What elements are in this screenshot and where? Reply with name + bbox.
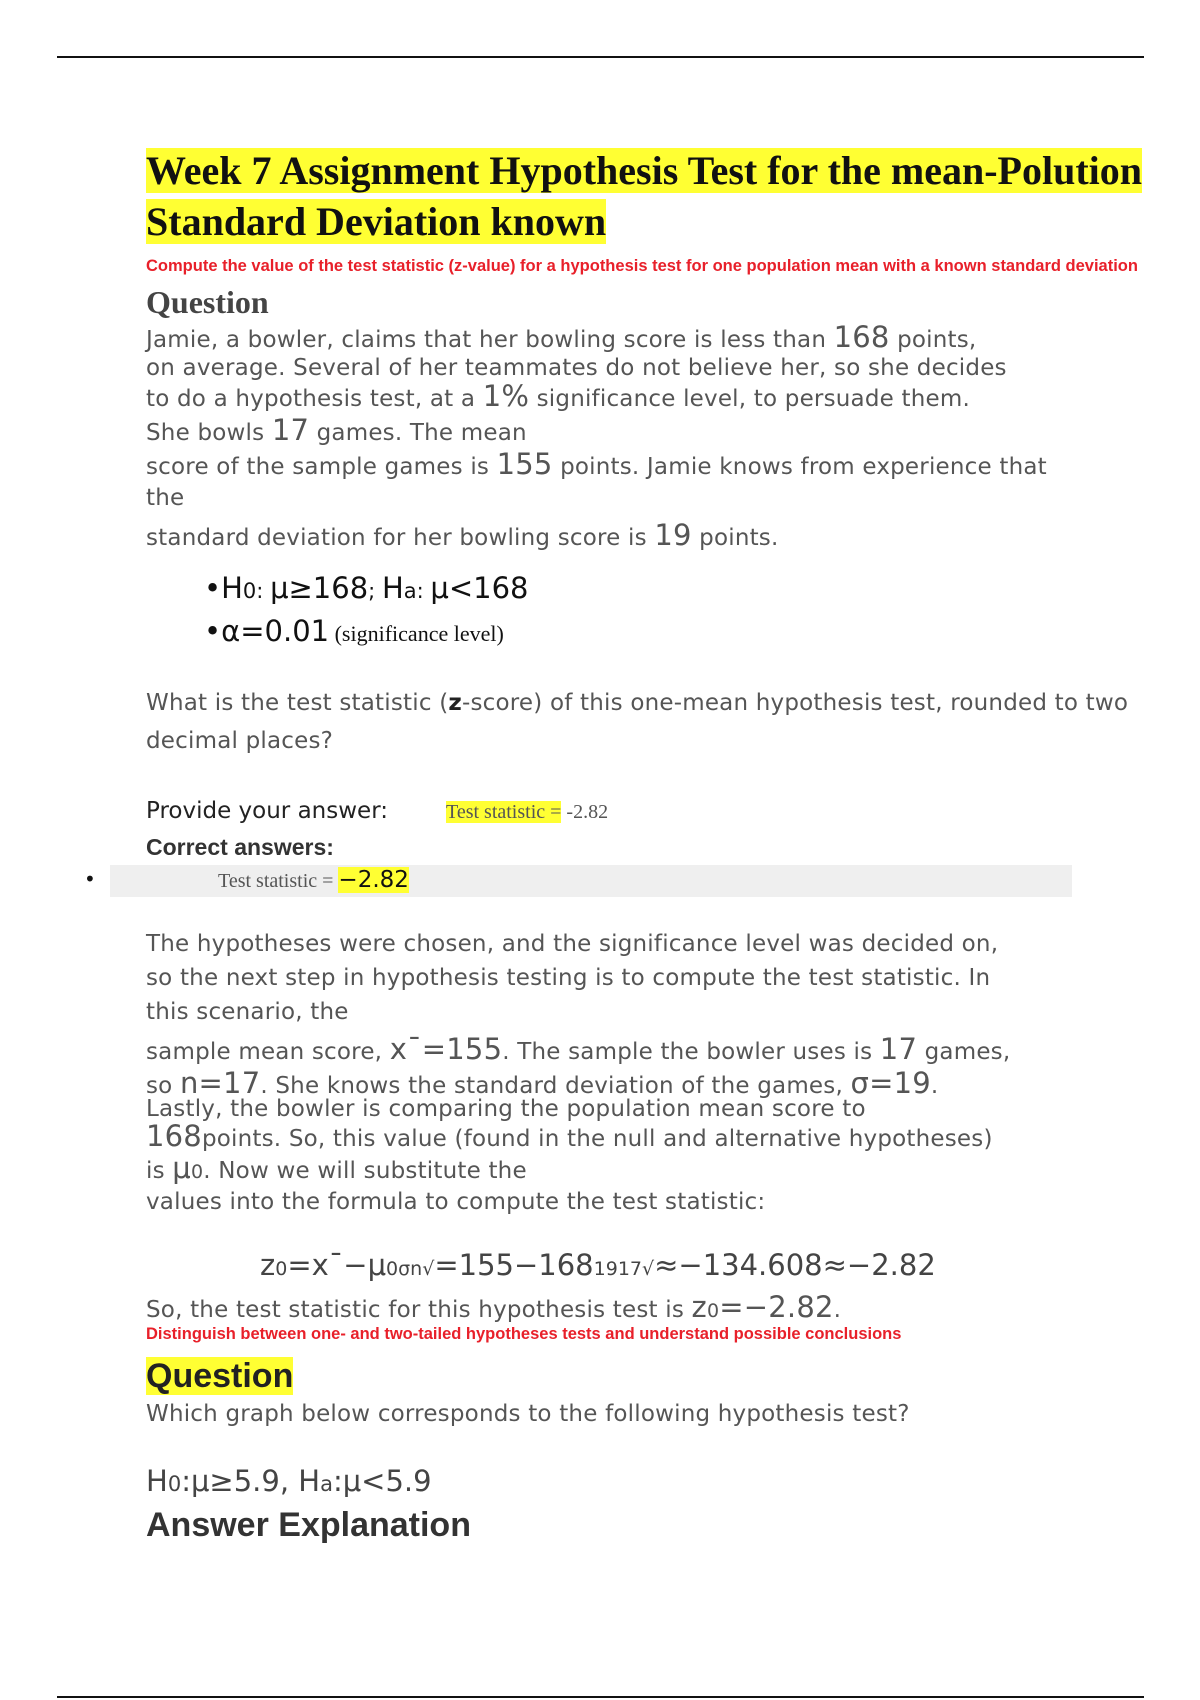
document-body bbox=[84, 145, 1146, 1546]
title-text: Week 7 Assignment Hypothesis Test for the mean-Polution Standard Deviation known bbox=[146, 148, 1142, 244]
correct-answer-value: −2.82 bbox=[338, 867, 409, 893]
learning-objective-2: Distinguish between one- and two-tailed hypotheses tests and understand possible conclusions bbox=[146, 1325, 902, 1343]
problem-line: standard deviation for her bowling score is 19 points. bbox=[146, 518, 779, 552]
problem-line: on average. Several of her teammates do not believe her, so she decides bbox=[146, 355, 1007, 381]
problem-line: score of the sample games is 155 points. Jamie knows from experience that bbox=[146, 447, 1047, 481]
conclusion-line: So, the test statistic for this hypothesis test is z0=−2.82. bbox=[146, 1290, 842, 1324]
question-heading-1: Question bbox=[146, 284, 269, 320]
problem-line: She bowls 17 games. The mean bbox=[146, 413, 527, 447]
explanation-line: values into the formula to compute the test statistic: bbox=[146, 1189, 766, 1215]
learning-objective-1: Compute the value of the test statistic (z-value) for a hypothesis test for one population mean with a known standard deviation bbox=[146, 257, 1138, 275]
question-heading-2: Question bbox=[146, 1357, 294, 1395]
page-title bbox=[146, 145, 1146, 247]
explanation-line: this scenario, the bbox=[146, 999, 349, 1025]
test-statistic-formula: z0=x¯−μ0σn√=155−1681917√≈−134.608≈−2.82 bbox=[260, 1248, 936, 1282]
hypotheses-list bbox=[204, 568, 1146, 654]
correct-answer: Test statistic = −2.82 bbox=[218, 867, 409, 893]
problem-line: to do a hypothesis test, at a 1% significance level, to persuade them. bbox=[146, 379, 970, 413]
problem-line: the bbox=[146, 485, 185, 511]
question-prompt: What is the test statistic (z-score) of this one-mean hypothesis test, rounded to two decimal places? bbox=[146, 690, 1129, 754]
explanation-line: sample mean score, x¯=155. The sample the bowler uses is 17 games, bbox=[146, 1032, 1011, 1066]
hypothesis-item: •H0: μ≥168; Ha: μ<168 bbox=[204, 571, 529, 605]
explanation-line: so n=17. She knows the standard deviation of the games, σ=19. bbox=[146, 1066, 939, 1100]
provided-answer-value: -2.82 bbox=[561, 801, 609, 823]
question-2-text: Which graph below corresponds to the following hypothesis test? bbox=[146, 1401, 910, 1427]
alpha-item: •α=0.01 (significance level) bbox=[204, 614, 504, 648]
provided-answer-row bbox=[146, 796, 1146, 827]
hypotheses-2: H0:μ≥5.9, Ha:μ<5.9 bbox=[146, 1464, 432, 1498]
explanation-line: is μ0. Now we will substitute the bbox=[146, 1151, 527, 1185]
answer-explanation-heading: Answer Explanation bbox=[146, 1506, 471, 1544]
top-rule bbox=[57, 56, 1144, 58]
provide-label: Provide your answer: bbox=[146, 798, 388, 824]
explanation-line: so the next step in hypothesis testing is to compute the test statistic. In bbox=[146, 965, 991, 991]
explanation-line: Lastly, the bowler is comparing the population mean score to bbox=[146, 1096, 866, 1122]
bottom-rule bbox=[57, 1696, 1144, 1698]
z-symbol: z bbox=[448, 690, 462, 716]
answer-explanation bbox=[146, 927, 1146, 1217]
explanation-line: The hypotheses were chosen, and the significance level was decided on, bbox=[146, 931, 999, 957]
correct-answers-label: Correct answers: bbox=[146, 834, 334, 860]
correct-answer-row bbox=[84, 865, 1072, 897]
explanation-line: 168points. So, this value (found in the null and alternative hypotheses) bbox=[146, 1119, 993, 1153]
bullet: • bbox=[84, 867, 96, 891]
provided-answer-label: Test statistic = bbox=[446, 801, 562, 823]
problem-line: Jamie, a bowler, claims that her bowling score is less than 168 points, bbox=[146, 320, 977, 354]
problem-statement bbox=[146, 322, 1146, 554]
